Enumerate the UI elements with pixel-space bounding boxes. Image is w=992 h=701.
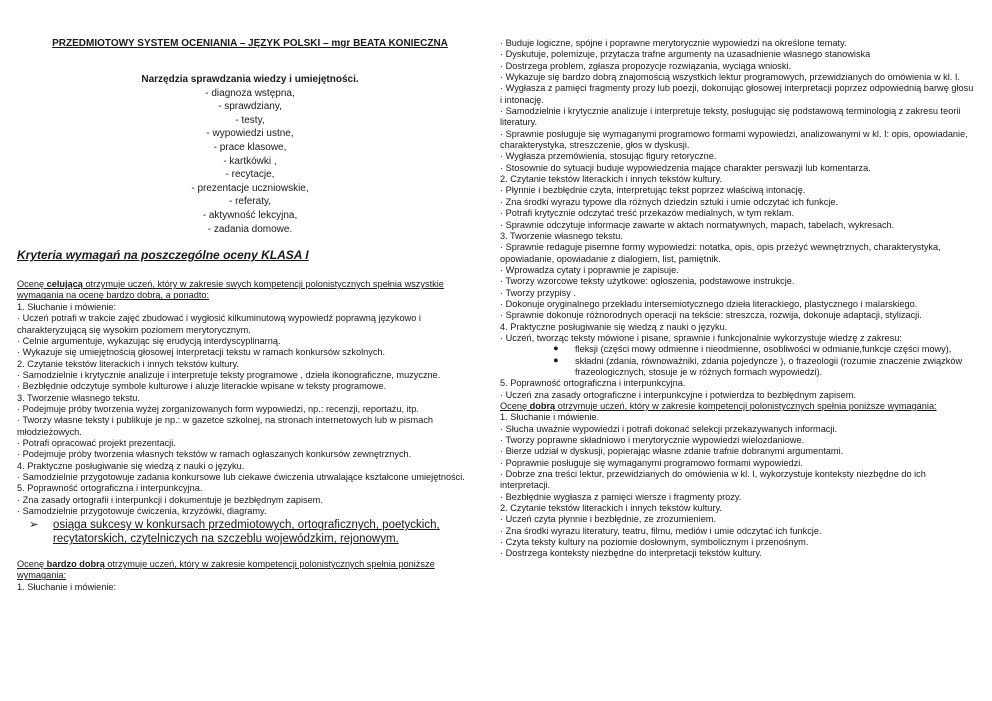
celujaca-intro: Ocenę celującą otrzymuje uczeń, który w zakresie swych kompetencji polonistycznych spełnia wszystkie wymagania na ocenę bardzo dobrą, a ponadto: — [17, 279, 444, 301]
list-item: ● składni (zdania, równoważniki, zdania pojedyncze ), o frazeologii (rozumie znaczenie związków frazeologicznych, stosuje je w różnych formach wypowiedzi). — [553, 354, 963, 377]
criteria-line: · Sprawnie redaguje pisemne formy wypowiedzi: notatka, opis, opis przeżyć wewnętrznych, charakterystyka, opowiadanie, opowiadanie z dialogiem, list, pamiętnik. — [500, 242, 941, 264]
criteria-line: · Podejmuje próby tworzenia własnych tekstów w ramach ogłaszanych konkursów zewnętrznych. — [17, 449, 412, 460]
tool-item: - zadania domowe. — [207, 223, 293, 235]
right-column — [500, 38, 977, 560]
bullet-dot-icon: ● — [553, 354, 559, 365]
criteria-line: 4. Praktyczne posługiwanie się wiedzą z nauki o języku. — [17, 460, 245, 471]
criteria-line: · Uczeń potrafi w trakcie zajęć zbudować i wygłosić kilkuminutową wypowiedź poprawną językowo i charakteryzującą się wysokim poziomem merytorycznym. — [17, 313, 421, 335]
criteria-line: · Zna środki wyrazu typowe dla różnych dziedzin sztuki i umie odczytać ich funkcje. — [500, 196, 839, 207]
criteria-line: · Dostrzega konteksty niezbędne do interpretacji tekstów kultury. — [500, 548, 762, 559]
criteria-line: · Zna środki wyrazu literatury, teatru, filmu, mediów i umie odczytać ich funkcje. — [500, 525, 822, 536]
criteria-line: 1. Słuchanie i mówienie. — [500, 412, 600, 423]
criteria-line: · Uczeń zna zasady ortograficzne i interpunkcyjne i potwierdza to bezbłędnym zapisem. — [500, 389, 856, 400]
criteria-line: · Tworzy własne teksty i publikuje je np.: w gazetce szkolnej, na stronach internetowych lub w pismach młodzieżowych. — [17, 415, 434, 437]
criteria-line: · Bezbłędnie odczytuje symbole kulturowe i aluzje literackie wpisane w teksty programowe. — [17, 381, 387, 392]
criteria-line: 1. Słuchanie i mówienie: — [17, 301, 117, 312]
criteria-line: 2. Czytanie tekstów literackich i innych tekstów kultury. — [500, 174, 722, 185]
grade-celujaca: celującą — [46, 279, 83, 290]
criteria-line: · Potrafi opracować projekt prezentacji. — [17, 437, 176, 448]
tools-heading: Narzędzia sprawdzania wiedzy i umiejętności. — [141, 74, 359, 85]
criteria-line: · Sprawnie dokonuje różnorodnych operacji na tekście: streszcza, rozwija, dokonuje adaptacji, stylizacji. — [500, 310, 922, 321]
assessment-tools — [17, 73, 483, 236]
criteria-line: · Tworzy poprawne składniowo i merytorycznie wypowiedzi wielozdaniowe. — [500, 435, 805, 446]
criteria-line: · Płynnie i bezbłędnie czyta, interpretując tekst poprzez właściwą intonację. — [500, 185, 806, 196]
tool-item: - referaty, — [228, 196, 272, 208]
grade-dobra: dobrą — [529, 401, 556, 411]
criteria-line: · Uczeń czyta płynnie i bezbłędnie, ze zrozumieniem. — [500, 514, 717, 525]
criteria-line: · Czyta teksty kultury na poziomie dosłownym, symbolicznym i przenośnym. — [500, 537, 809, 548]
criteria-line: 1. Słuchanie i mówienie: — [17, 581, 117, 592]
criteria-line: · Tworzy wzorcowe teksty użytkowe: ogłoszenia, podstawowe instrukcje. — [500, 276, 795, 287]
criteria-line: 2. Czytanie tekstów literackich i innych tekstów kultury. — [17, 358, 239, 369]
criteria-line: · Podejmuje próby tworzenia wyżej zorganizowanych form wypowiedzi, np.: recenzji, reportażu, itp. — [17, 403, 419, 414]
criteria-line: · Słucha uważnie wypowiedzi i potrafi dokonać selekcji przekazywanych informacji. — [500, 423, 838, 434]
tool-item: - testy, — [235, 114, 265, 126]
criteria-line: 5. Poprawność ortograficzna i interpunkcyjna. — [500, 378, 686, 389]
tool-item: - wypowiedzi ustne, — [206, 128, 294, 140]
criteria-line: · Poprawnie posługuje się wymaganymi programowo formami wypowiedzi. — [500, 457, 803, 468]
criteria-line: · Wykazuje się bardzo dobrą znajomością wszystkich lektur programowych, przewidzianych do omówienia w kl. I. — [500, 72, 960, 83]
arrow-list-item — [17, 519, 483, 547]
arrow-bullet-icon: ➢ — [29, 519, 39, 532]
tool-item: - recytacje, — [225, 169, 275, 181]
left-column — [17, 38, 483, 593]
criteria-line: · Bierze udział w dyskusji, popierając własne zdanie trafnie dobranymi argumentami. — [500, 446, 844, 457]
criteria-line: · Tworzy przypisy . — [500, 287, 576, 298]
tool-item: - prace klasowe, — [213, 141, 287, 153]
bdb-intro: Ocenę bardzo dobrą otrzymuje uczeń, który w zakresie kompetencji polonistycznych spełnia poniższe wymagania: — [17, 558, 435, 581]
bullet-list — [500, 344, 977, 378]
criteria-line: · Wygłasza z pamięci fragmenty prozy lub poezji, dokonując głosowej interpretacji poprzez odpowiednią barwę głosu i intonację. — [500, 83, 974, 105]
tool-item: - diagnoza wstępna, — [205, 87, 295, 99]
criteria-line: · Sprawnie odczytuje informacje zawarte w aktach normatywnych, mapach, tabelach, wykresach. — [500, 219, 895, 230]
criteria-line: · Samodzielnie przygotowuje zadania konkursowe lub ciekawe ćwiczenia utrwalające kształcone umiejętności. — [17, 471, 465, 482]
criteria-line: 2. Czytanie tekstów literackich i innych tekstów kultury. — [500, 503, 722, 514]
criteria-line: 3. Tworzenie własnego tekstu. — [500, 230, 623, 241]
criteria-line: · Zna zasady ortografii i interpunkcji i dokumentuje je bezbłędnym zapisem. — [17, 494, 323, 505]
criteria-line: · Stosownie do sytuacji buduje wypowiedzenia mające charakter perswazji lub komentarza. — [500, 162, 871, 173]
tool-item: - sprawdziany, — [218, 101, 282, 113]
criteria-line: · Dokonuje oryginalnego przekładu intersemiotycznego dzieła literackiego, plastycznego i malarskiego. — [500, 298, 918, 309]
criteria-line: · Wprowadza cytaty i poprawnie je zapisuje. — [500, 264, 679, 275]
criteria-line: · Sprawnie posługuje się wymaganymi programowo formami wypowiedzi, analizowanymi w kl. I: opis, opowiadanie, charakterystyka, streszczenie, głos w dyskusji. — [500, 128, 968, 151]
criteria-line: · Celnie argumentuje, wykazując się erudycją interdyscyplinarną. — [17, 335, 281, 346]
list-item: ● fleksji (części mowy odmienne i nieodmienne, osobliwości w odmianie,funkcje części mowy), — [553, 343, 952, 355]
criteria-line: 4. Praktyczne posługiwanie się wiedzą z nauki o języku. — [500, 321, 728, 332]
criteria-line: · Dostrzega problem, zgłasza propozycje rozwiązania, wyciąga wnioski. — [500, 60, 792, 71]
criteria-line: · Samodzielnie i krytycznie analizuje i interpretuje teksty, posługując się podstawową terminologią z zakresu teorii literatury. — [500, 106, 961, 128]
criteria-line: · Dyskutuje, polemizuje, przytacza trafne argumenty na uzasadnienie własnego stanowiska — [500, 49, 871, 60]
criteria-line: · Bezbłędnie wygłasza z pamięci wiersze i fragmenty prozy. — [500, 491, 742, 502]
criteria-line: · Wykazuje się umiejętnością głosowej interpretacji tekstu w ramach konkursów szkolnych. — [17, 347, 386, 358]
tool-item: - kartkówki , — [223, 155, 277, 167]
bullet-dot-icon: ● — [553, 343, 559, 354]
criteria-line: 3. Tworzenie własnego tekstu. — [17, 392, 140, 403]
arrow-item-text: osiąga sukcesy w konkursach przedmiotowych, ortograficznych, poetyckich, recytatorskich, czytelniczych na szczeblu wojewódzkim, rejonowym. — [53, 519, 440, 546]
criteria-line: · Samodzielnie przygotowuje ćwiczenia, krzyżówki, diagramy. — [17, 506, 267, 516]
tool-item: - aktywność lekcyjna, — [202, 209, 298, 221]
criteria-line: · Wygłasza przemówienia, stosując figury retoryczne. — [500, 151, 717, 162]
criteria-line: · Samodzielnie i krytycznie analizuje i interpretuje teksty programowe , dzieła ikonograficzne, muzyczne. — [17, 369, 441, 380]
dobra-intro: Ocenę dobrą otrzymuje uczeń, który w zakresie kompetencji polonistycznych spełnia poniższe wymagania: — [500, 401, 937, 411]
grade-bardzo-dobra: bardzo dobrą — [46, 558, 105, 569]
criteria-line: 5. Poprawność ortograficzna i interpunkcyjna. — [17, 483, 203, 494]
tool-item: - prezentacje uczniowskie, — [191, 182, 309, 194]
criteria-line: · Dobrze zna treści lektur, przewidzianych do omówienia w kl. I, wykorzystuje konteksty niezbędne do ich interpretacji. — [500, 469, 926, 491]
klasa-heading: Kryteria wymagań na poszczególne oceny KLASA I — [17, 248, 309, 263]
criteria-line: · Buduje logiczne, spójne i poprawne merytorycznie wypowiedzi na określone tematy. — [500, 38, 847, 48]
criteria-line: · Uczeń, tworząc teksty mówione i pisane, sprawnie i funkcjonalnie wykorzystuje wiedzę z zakresu: — [500, 332, 902, 343]
criteria-line: · Potrafi krytycznie odczytać treść przekazów medialnych, w tym reklam. — [500, 208, 795, 219]
document-title: PRZEDMIOTOWY SYSTEM OCENIANIA – JĘZYK POLSKI – mgr BEATA KONIECZNA — [52, 38, 448, 49]
